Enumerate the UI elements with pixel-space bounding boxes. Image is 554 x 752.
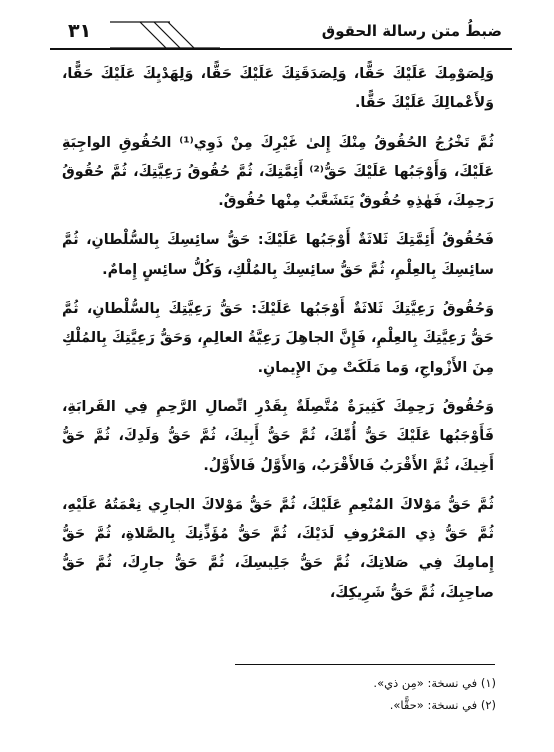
paragraph: ثُمَّ تَخْرُجُ الحُقُوقُ مِنْكَ إِلىٰ غَيْرِكَ مِنْ ذَوِي⁽¹⁾ الحُقُوقِ الواجِبَةِ عَلَيْكَ، وَأَوْجَبُها عَلَيْكَ حَقُّ⁽²⁾ أَئِمَّتِكَ، ثُمَّ حُقُوقُ رَعِيَّتِكَ، ثُمَّ حُقُوقُ رَحِمِكَ، فَهٰذِهِ حُقُوقٌ يَتَشَعَّبُ مِنْها حُقُوقٌ.	[62, 134, 494, 210]
paragraph: وَحُقُوقُ رَحِمِكَ كَثِيرَةٌ مُتَّصِلَةٌ بِقَدْرِ اتِّصالِ الرَّحِمِ فِي القَرابَةِ، فَأَوْجَبُها عَلَيْكَ حَقُّ أُمِّكَ، ثُمَّ حَقُّ أَبِيكَ، ثُمَّ حَقُّ وَلَدِكَ، ثُمَّ حَقُّ أَخِيكَ، ثُمَّ الأَقْرَبُ فَالأَقْرَبُ، وَالأَوَّلُ فَالأَوَّلُ.	[62, 398, 494, 474]
footnotes	[200, 672, 496, 716]
paragraph: ثُمَّ حَقُّ مَوْلاكَ المُنْعِمِ عَلَيْكَ، ثُمَّ حَقُّ مَوْلاكَ الجارِي نِعْمَتُهُ عَلَيْهِ، ثُمَّ حَقُّ ذِي المَعْرُوفِ لَدَيْكَ، ثُمَّ حَقُّ مُؤَذِّنِكَ بِالصَّلاةِ، ثُمَّ حَقُّ إِمامِكَ فِي صَلاتِكَ، ثُمَّ حَقُّ جَلِيسِكَ، ثُمَّ حَقُّ جارِكَ، ثُمَّ حَقُّ صاحِبِكَ، ثُمَّ حَقُّ شَرِيكِكَ،	[62, 496, 494, 601]
footnote: (٢) في نسخة: «حقًّا».	[389, 698, 496, 712]
paragraph: وَحُقُوقُ رَعِيَّتِكَ ثَلاثَةٌ أَوْجَبُها عَلَيْكَ: حَقُّ رَعِيَّتِكَ بِالسُّلْطانِ، ثُمَّ حَقُّ رَعِيَّتِكَ بِالعِلْمِ، فَإِنَّ الجاهِلَ رَعِيَّةُ العالِمِ، وَحَقُّ رَعِيَّتِكَ بِالمُلْكِ مِنَ الأَزْواجِ، وَما مَلَكَتْ مِنَ الإِيمانِ.	[62, 301, 494, 376]
paragraph: وَلِصَوْمِكَ عَلَيْكَ حَقًّا، وَلِصَدَقَتِكَ عَلَيْكَ حَقًّا، وَلِهَدْيِكَ عَلَيْكَ حَقًّا، وَلأَعْمالِكَ عَلَيْكَ حَقًّا.	[62, 66, 494, 112]
running-title: ضبطُ متن رسالة الحقوق	[321, 22, 502, 40]
header-decoration	[110, 20, 220, 50]
footnote: (١) في نسخة: «مِن ذي».	[373, 676, 496, 690]
paragraph: فَحُقُوقُ أَئِمَّتِكَ ثَلاثَةٌ أَوْجَبُها عَلَيْكَ: حَقُّ سائِسِكَ بِالسُّلْطانِ، ثُمَّ سائِسِكَ بِالعِلْمِ، ثُمَّ حَقُّ سائِسِكَ بِالمُلْكِ، وَكُلُّ سائِسٍ إِمامٌ.	[62, 232, 494, 278]
footnote-divider	[235, 664, 495, 665]
page-number: ٣١	[68, 20, 92, 42]
main-text	[62, 60, 494, 618]
page-header	[50, 14, 512, 50]
